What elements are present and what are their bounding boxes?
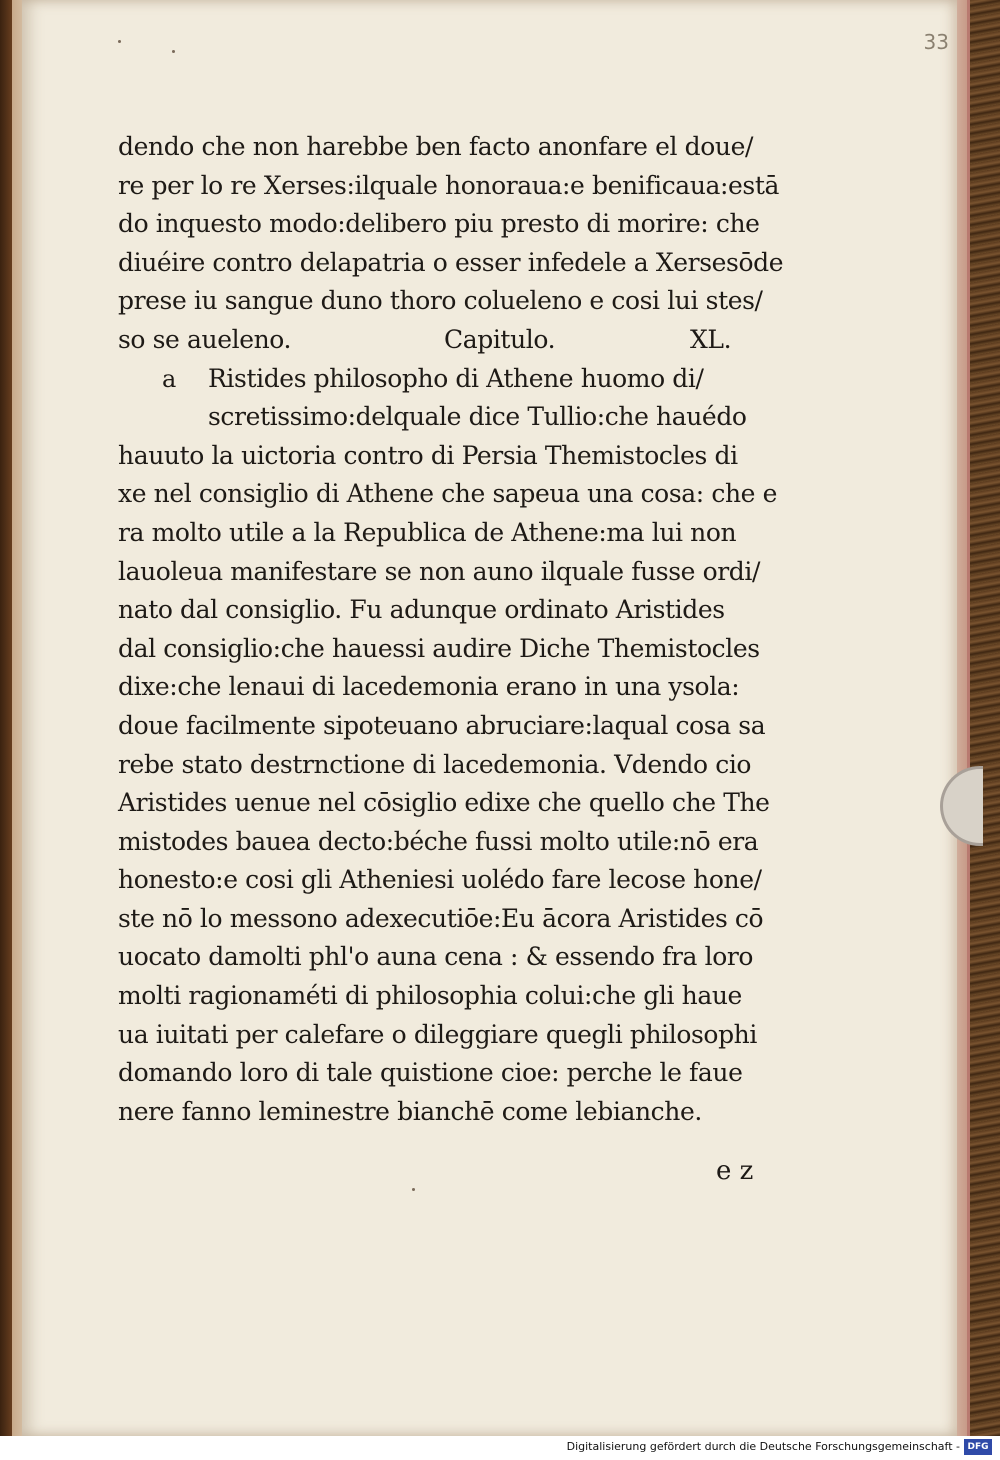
first-line bbox=[118, 360, 778, 399]
text-line: scretissimo:delquale dice Tullio:che hauédo bbox=[208, 402, 747, 432]
text-line: prese iu sangue duno thoro colueleno e cosi lui stes/ bbox=[118, 286, 763, 316]
first-line-text: Ristides philosopho di Athene huomo di/ bbox=[208, 363, 704, 393]
text-line: dendo che non harebbe ben facto anonfare el doue/ bbox=[118, 132, 754, 161]
page-speck bbox=[172, 50, 175, 53]
text-line-end: so se aueleno. bbox=[118, 324, 292, 354]
text-line: nato dal consiglio. Fu adunque ordinato Aristides bbox=[118, 595, 725, 625]
text-line: ua iuitati per calefare o dileggiare quegli philosophi bbox=[118, 1019, 757, 1049]
footer-bar bbox=[0, 1436, 1000, 1460]
text-line: rebe stato destrnctione di lacedemonia. Vdendo cio bbox=[118, 749, 752, 779]
text-line: Aristides uenue nel cōsiglio edixe che quello che The bbox=[118, 788, 770, 818]
binding-right bbox=[968, 0, 1000, 1436]
text-block bbox=[118, 128, 784, 1131]
text-line: dixe:che lenaui di lacedemonia erano in una ysola: bbox=[118, 672, 740, 702]
text-line: honesto:e cosi gli Atheniesi uolédo fare lecose hone/ bbox=[118, 865, 762, 895]
text-line: ra molto utile a la Republica de Athene:ma lui non bbox=[118, 517, 737, 547]
page-speck bbox=[412, 1188, 415, 1191]
text-line: dal consiglio:che hauessi audire Diche Themistocles bbox=[118, 633, 760, 663]
text-line: domando loro di tale quistione cioe: perche le faue bbox=[118, 1058, 743, 1088]
chapter-title: Capitulo. bbox=[444, 324, 556, 354]
text-line: ste nō lo messono adexecutiōe:Eu ācora Aristides cō bbox=[118, 903, 764, 933]
text-line: hauuto la uictoria contro di Persia Themistocles di bbox=[118, 440, 738, 470]
text-line: lauoleua manifestare se non auno ilquale fusse ordi/ bbox=[118, 556, 761, 586]
text-line: do inquesto modo:delibero piu presto di morire: che bbox=[118, 209, 760, 239]
text-line: uocato damolti phl'o auna cena : & essendo fra loro bbox=[118, 942, 754, 972]
text-line: diuéire contro delapatria o esser infedele a Xersesōde bbox=[118, 247, 784, 277]
guide-letter: a bbox=[162, 364, 176, 393]
chapter-number: XL. bbox=[690, 324, 732, 354]
text-line: mistodes bauea decto:béche fussi molto utile:nō era bbox=[118, 826, 759, 856]
footer-credit: Digitalisierung gefördert durch die Deutsche Forschungsgemeinschaft - bbox=[566, 1440, 960, 1453]
page-speck bbox=[118, 40, 121, 43]
text-line: xe nel consiglio di Athene che sapeua una cosa: che e bbox=[118, 479, 777, 509]
text-line: doue facilmente sipoteuano abruciare:laqual cosa sa bbox=[118, 710, 766, 740]
folio-number: 33 bbox=[923, 30, 949, 54]
dfg-logo[interactable]: DFG bbox=[964, 1439, 992, 1455]
chapter-heading-line bbox=[118, 321, 778, 360]
text-line: re per lo re Xerses:ilquale honoraua:e benificaua:estā bbox=[118, 170, 780, 200]
text-line: nere fanno leminestre bianchē come lebianche. bbox=[118, 1096, 702, 1126]
text-line: molti ragionaméti di philosophia colui:che gli haue bbox=[118, 981, 742, 1011]
signature-mark: e z bbox=[716, 1156, 754, 1186]
